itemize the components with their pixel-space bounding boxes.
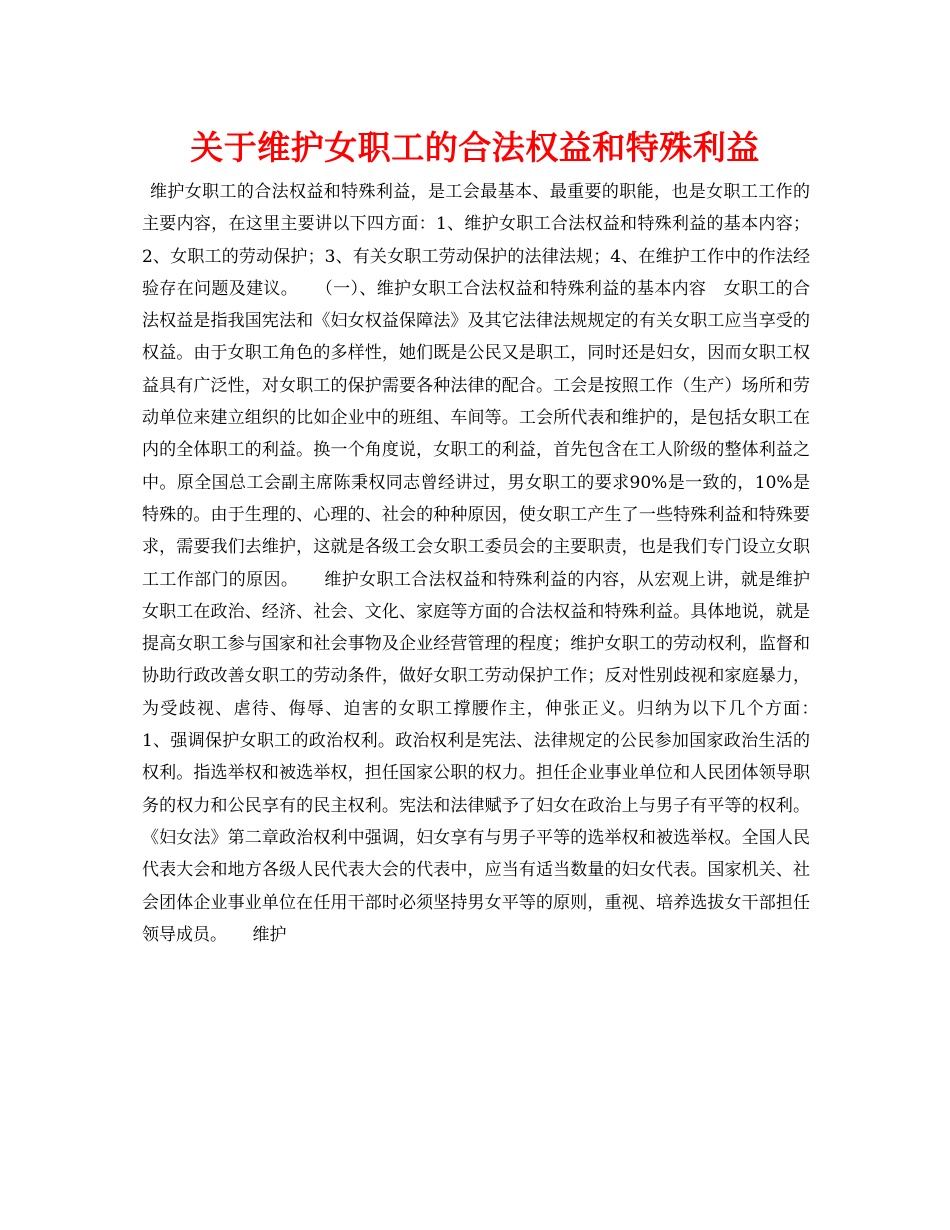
document-body: 维护女职工的合法权益和特殊利益，是工会最基本、最重要的职能，也是女职工工作的主要内容，在这里主要讲以下四方面：1、维护女职工合法权益和特殊利益的基本内容；2、女职工的劳动保护；3、有关女职工劳动保护的法律法规；4、在维护工作中的作法经验存在问题及建议。 （一）、维护女职工合法权益和特殊利益的基本内容 女职工的合法权益是指我国宪法和《妇女权益保障法》及其它法律法规规定的有关女职工应当享受的权益。由于女职工角色的多样性，她们既是公民又是职工，同时还是妇女，因而女职工权益具有广泛性，对女职工的保护需要各种法律的配合。工会是按照工作（生产）场所和劳动单位来建立组织的比如企业中的班组、车间等。工会所代表和维护的，是包括女职工在内的全体职工的利益。换一个角度说，女职工的利益，首先包含在工人阶级的整体利益之中。原全国总工会副主席陈秉权同志曾经讲过，男女职工的要求90%是一致的，10%是特殊的。由于生理的、心理的、社会的种种原因，使女职工产生了一些特殊利益和特殊要求，需要我们去维护，这就是各级工会女职工委员会的主要职责，也是我们专门设立女职工工作部门的原因。 维护女职工合法权益和特殊利益的内容，从宏观上讲，就是维护女职工在政治、经济、社会、文化、家庭等方面的合法权益和特殊利益。具体地说，就是提高女职工参与国家和社会事物及企业经营管理的程度；维护女职工的劳动权利，监督和协助行政改善女职工的劳动条件，做好女职工劳动保护工作；反对性别歧视和家庭暴力，为受歧视、虐待、侮辱、迫害的女职工撑腰作主，伸张正义。归纳为以下几个方面： 1、强调保护女职工的政治权利。政治权利是宪法、法律规定的公民参加国家政治生活的权利。指选举权和被选举权，担任国家公职的权力。担任企业事业单位和人民团体领导职务的权力和公民享有的民主权利。宪法和法律赋予了妇女在政治上与男子有平等的权利。《妇女法》第二章政治权利中强调，妇女享有与男子平等的选举权和被选举权。全国人民代表大会和地方各级人民代表大会的代表中，应当有适当数量的妇女代表。国家机关、社会团体企业事业单位在任用干部时必须坚持男女平等的原则，重视、培养选拔女干部担任领导成员。 维护 <box>142 182 844 945</box>
document-title: 关于维护女职工的合法权益和特殊利益 <box>190 128 760 167</box>
